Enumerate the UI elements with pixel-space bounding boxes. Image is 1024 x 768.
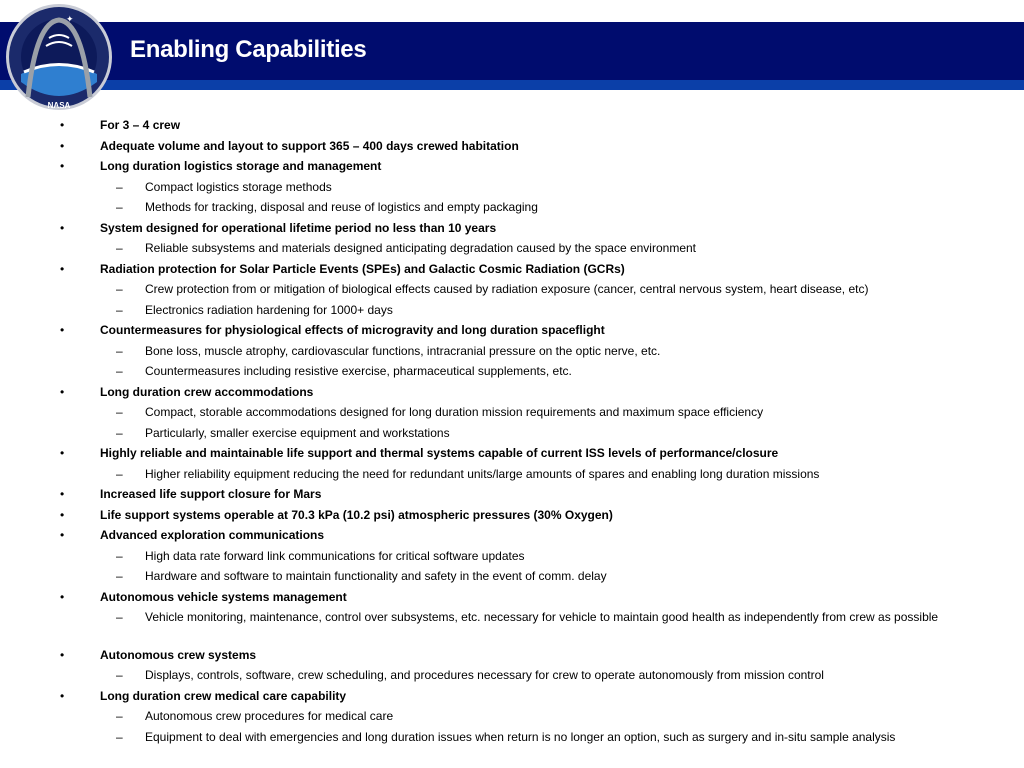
list-item-text: Electronics radiation hardening for 1000+ days xyxy=(145,302,393,317)
bullet-marker: • xyxy=(60,446,65,460)
list-item-text: Increased life support closure for Mars xyxy=(100,487,322,501)
list-item-text: Long duration crew medical care capability xyxy=(100,688,347,703)
bullet-marker: • xyxy=(60,688,65,703)
list-item xyxy=(0,526,1024,547)
list-item xyxy=(0,728,1024,749)
list-item xyxy=(0,608,1024,646)
list-item xyxy=(0,137,1024,158)
list-item xyxy=(0,239,1024,260)
bullet-marker: • xyxy=(60,589,65,604)
list-item xyxy=(0,588,1024,609)
list-item xyxy=(0,707,1024,728)
bullet-marker: • xyxy=(60,647,65,662)
list-item-text: High data rate forward link communications for critical software updates xyxy=(145,548,525,563)
bullet-marker: • xyxy=(60,528,65,542)
dash-marker: – xyxy=(116,405,123,419)
list-item xyxy=(0,362,1024,383)
list-item-text: Autonomous crew procedures for medical care xyxy=(145,709,394,723)
dash-marker: – xyxy=(116,364,123,378)
list-item-text: Higher reliability equipment reducing the need for redundant units/large amounts of spares and enabling long duration missions xyxy=(145,466,820,481)
list-item xyxy=(0,687,1024,708)
list-item-text: Countermeasures for physiological effects of microgravity and long duration spaceflight xyxy=(100,323,605,337)
dash-marker: – xyxy=(116,610,123,624)
nasa-heds-logo xyxy=(4,2,114,112)
list-item-text: Compact, storable accommodations designed for long duration mission requirements and maximum space efficiency xyxy=(145,405,764,419)
list-item-text: Particularly, smaller exercise equipment and workstations xyxy=(145,425,450,440)
list-item xyxy=(0,506,1024,527)
list-item xyxy=(0,403,1024,424)
bullet-marker: • xyxy=(60,159,65,173)
list-item xyxy=(0,260,1024,281)
dash-marker: – xyxy=(116,466,123,481)
list-item-text: Long duration crew accommodations xyxy=(100,384,314,399)
dash-marker: – xyxy=(116,302,123,317)
list-item xyxy=(0,342,1024,363)
list-item-text: Autonomous crew systems xyxy=(100,647,257,662)
bullet-marker: • xyxy=(60,118,65,132)
list-item xyxy=(0,424,1024,445)
list-item-text: Life support systems operable at 70.3 kPa (10.2 psi) atmospheric pressures (30% Oxygen) xyxy=(100,507,613,522)
list-item-text: Crew protection from or mitigation of biological effects caused by radiation exposure (cancer, central nervous system, heart disease, etc) xyxy=(145,282,869,296)
list-item xyxy=(0,301,1024,322)
page-title: Enabling Capabilities xyxy=(130,36,367,63)
list-item-text: Countermeasures including resistive exercise, pharmaceutical supplements, etc. xyxy=(145,364,572,378)
list-item xyxy=(0,383,1024,404)
list-item xyxy=(0,444,1024,465)
list-item-text: Adequate volume and layout to support 365 – 400 days crewed habitation xyxy=(100,138,519,153)
list-item-text: Vehicle monitoring, maintenance, control over subsystems, etc. necessary for vehicle to maintain good health as independently from crew as possible xyxy=(145,610,939,624)
svg-text:✦: ✦ xyxy=(66,14,74,24)
list-item-text: Displays, controls, software, crew scheduling, and procedures necessary for crew to operate autonomously from mission control xyxy=(145,668,824,682)
list-item-text: Advanced exploration communications xyxy=(100,528,325,542)
dash-marker: – xyxy=(116,241,123,255)
list-item xyxy=(0,567,1024,588)
dash-marker: – xyxy=(116,282,123,296)
list-item xyxy=(0,280,1024,301)
bullet-marker: • xyxy=(60,220,65,235)
list-item-text: Equipment to deal with emergencies and long duration issues when return is no longer an option, such as surgery and in-situ sample analysis xyxy=(145,729,896,744)
list-item-text: Radiation protection for Solar Particle Events (SPEs) and Galactic Cosmic Radiation (GCRs) xyxy=(100,261,625,276)
dash-marker: – xyxy=(116,425,123,440)
bullet-marker: • xyxy=(60,323,65,337)
dash-marker: – xyxy=(116,200,123,214)
list-item xyxy=(0,157,1024,178)
list-item xyxy=(0,219,1024,240)
list-item-text: Autonomous vehicle systems management xyxy=(100,589,347,604)
dash-marker: – xyxy=(116,668,123,682)
list-item xyxy=(0,646,1024,667)
list-item-text: Methods for tracking, disposal and reuse of logistics and empty packaging xyxy=(145,200,538,214)
dash-marker: – xyxy=(116,343,123,358)
list-item xyxy=(0,178,1024,199)
header-stripe xyxy=(0,80,1024,90)
list-item-text: Reliable subsystems and materials designed anticipating degradation caused by the space environment xyxy=(145,241,696,255)
list-item xyxy=(0,666,1024,687)
list-item xyxy=(0,465,1024,486)
list-item-text: System designed for operational lifetime period no less than 10 years xyxy=(100,220,497,235)
bullet-marker: • xyxy=(60,487,65,501)
bullet-marker: • xyxy=(60,384,65,399)
bullet-list xyxy=(0,116,1024,748)
list-item-text: Long duration logistics storage and management xyxy=(100,159,382,173)
bullet-marker: • xyxy=(60,507,65,522)
dash-marker: – xyxy=(116,548,123,563)
list-item-text: Bone loss, muscle atrophy, cardiovascular functions, intracranial pressure on the optic nerve, etc. xyxy=(145,343,661,358)
list-item xyxy=(0,116,1024,137)
dash-marker: – xyxy=(116,179,123,194)
list-item-text: Compact logistics storage methods xyxy=(145,179,332,194)
list-item-text: Hardware and software to maintain functionality and safety in the event of comm. delay xyxy=(145,569,607,583)
svg-text:NASA: NASA xyxy=(47,101,71,110)
list-item xyxy=(0,321,1024,342)
dash-marker: – xyxy=(116,729,123,744)
bullet-marker: • xyxy=(60,261,65,276)
list-item xyxy=(0,547,1024,568)
list-item-text: Highly reliable and maintainable life support and thermal systems capable of current ISS levels of performance/closure xyxy=(100,446,779,460)
list-item xyxy=(0,485,1024,506)
list-item-text: For 3 – 4 crew xyxy=(100,118,181,132)
dash-marker: – xyxy=(116,569,123,583)
bullet-marker: • xyxy=(60,138,65,153)
dash-marker: – xyxy=(116,709,123,723)
list-item xyxy=(0,198,1024,219)
